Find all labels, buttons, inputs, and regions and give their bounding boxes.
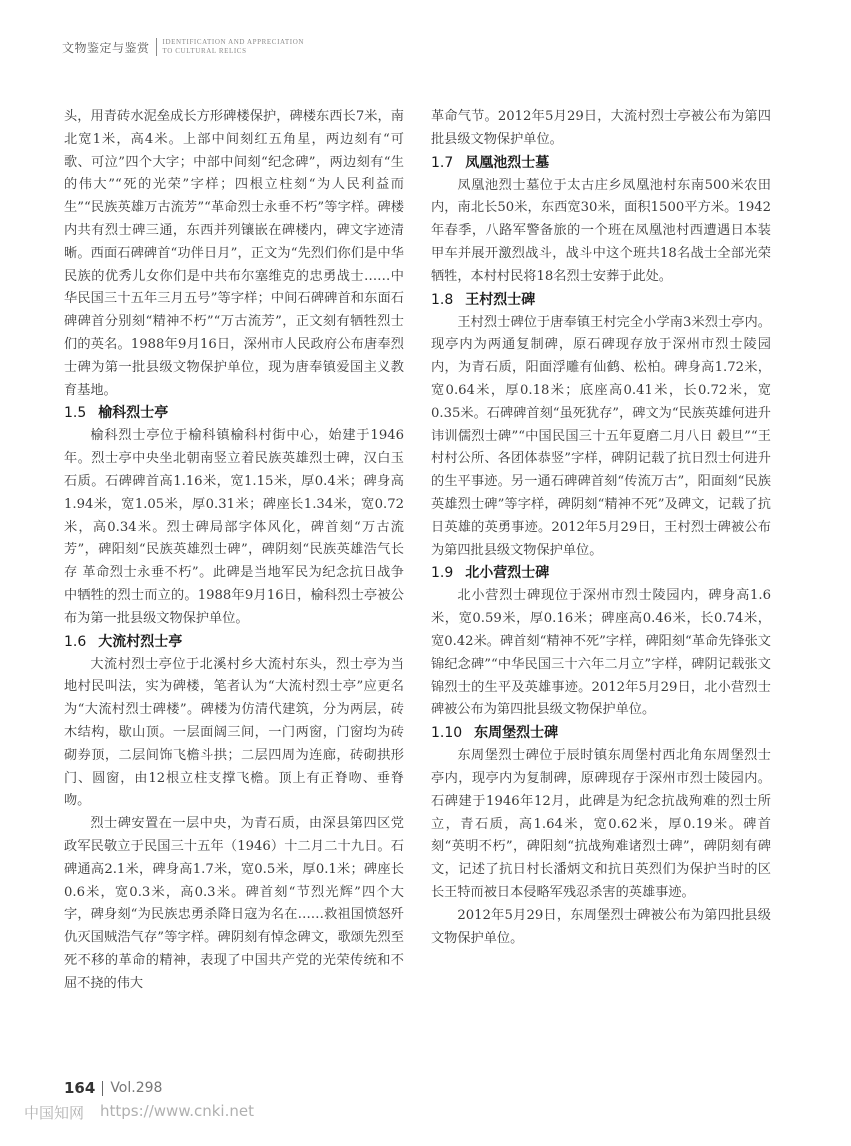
paragraph: 东周堡烈士碑位于辰时镇东周堡村西北角东周堡烈士亭内，现亭内为复制碑，原碑现存于深州市烈士陵园内。石碑建于1946年12月，此碑是为纪念抗战殉难的烈士所立，青石质，高1.64米，宽0.62米，厚0.19米。碑首刻“英明不朽”，碑阳刻“抗战殉难诸烈士碑”，碑阴刻有碑文，记述了抗日村长潘炳文和抗日英烈们为保护当时的区长王特而被日本侵略军残忍杀害的英雄事迹。	[431, 748, 771, 900]
paragraph: 2012年5月29日，东周堡烈士碑被公布为第四批县级文物保护单位。	[431, 907, 771, 946]
journal-title: 文物鉴定与鉴赏	[62, 40, 150, 55]
section-heading-1-9	[431, 562, 771, 585]
section-number: 1.5	[64, 405, 87, 422]
journal-title-en-line2: TO CULTURAL RELICS	[162, 47, 247, 55]
volume-label: Vol.298	[110, 1080, 163, 1096]
running-header	[62, 38, 304, 56]
footer-divider	[102, 1081, 103, 1096]
section-heading-1-6	[64, 631, 404, 654]
section-title: 大流村烈士亭	[98, 633, 183, 650]
section-number: 1.8	[431, 291, 454, 308]
section-title: 榆科烈士亭	[98, 405, 169, 422]
paragraph: 王村烈士碑位于唐奉镇王村完全小学南3米烈士亭内。现亭内为两通复制碑，原石碑现存放于深州市烈士陵园内，为青石质，阳面浮雕有仙鹤、松柏。碑身高1.72米，宽0.64米，厚0.18米；底座高0.41米，长0.72米，宽0.35米。石碑碑首刻“虽死犹存”，碑文为“民族英雄何进升讳训儒烈士碑”“中国民国三十五年夏磨二月八日 毂旦”“王村村公所、各团体恭竖”字样，碑阴记载了抗日烈士何进升的生平事迹。另一通石碑碑首刻“传流万古”，阳面刻“民族英雄烈士碑”等字样，碑阴刻“精神不死”及碑文，记载了抗日英雄的英勇事迹。2012年5月29日，王村烈士碑被公布为第四批县级文物保护单位。	[431, 314, 771, 558]
section-title: 王村烈士碑	[465, 291, 536, 308]
paragraph: 榆科烈士亭位于榆科镇榆科村街中心，始建于1946年。烈士亭中央坐北朝南竖立着民族英雄烈士碑，汉白玉石质。石碑碑首高1.16米，宽1.15米，厚0.4米；碑身高1.94米，宽1.05米，厚0.31米；碑座长1.34米，宽0.72米，高0.34米。烈士碑局部字体风化，碑首刻“万古流芳”，碑阳刻“民族英雄烈士碑”，碑阴刻“民族英雄浩气长存 革命烈士永垂不朽”。此碑是当地军民为纪念抗日战争中牺牲的烈士而立的。1988年9月16日，榆科烈士亭被公布为第一批县级文物保护单位。	[64, 428, 404, 626]
page-number: 164	[64, 1079, 96, 1097]
right-column	[431, 106, 771, 950]
journal-title-en	[163, 38, 305, 56]
header-divider	[156, 38, 157, 56]
section-number: 1.10	[431, 725, 463, 742]
paragraph: 北小营烈士碑现位于深州市烈士陵园内，碑身高1.6米，宽0.59米，厚0.16米；碑座高0.46米，长0.74米，宽0.42米。碑首刻“精神不死”字样，碑阳刻“革命先锋张文锦纪念碑”“中华民国三十六年二月立”字样，碑阴记载张文锦烈士的生平及英雄事迹。2012年5月29日，北小营烈士碑被公布为第四批县级文物保护单位。	[431, 588, 771, 718]
journal-title-en-line1: IDENTIFICATION AND APPRECIATION	[162, 38, 305, 46]
section-heading-1-7	[431, 152, 771, 175]
watermark-brand: 中国知网	[24, 1104, 85, 1122]
page-footer	[64, 1079, 162, 1097]
watermark	[24, 1102, 254, 1123]
section-title: 东周堡烈士碑	[474, 725, 559, 742]
section-number: 1.9	[431, 565, 454, 582]
paragraph: 大流村烈士亭位于北溪村乡大流村东头，烈士亭为当地村民叫法，实为碑楼，笔者认为“大流村烈士亭”应更名为“大流村烈士碑楼”。碑楼为仿清代建筑，分为两层，砖木结构，歇山顶。一层面阔三间，一门两窗，门窗均为砖砌券顶，二层间饰飞檐斗拱；二层四周为连廊，砖砌拱形门、圆窗，由12根立柱支撑飞檐。顶上有正脊吻、垂脊吻。	[64, 656, 404, 809]
paragraph: 烈士碑安置在一层中央，为青石质，由深县第四区党政军民敬立于民国三十五年（1946）十二月二十九日。石碑通高2.1米，碑身高1.7米，宽0.5米，厚0.1米；碑座长0.6米，宽0.3米，高0.3米。碑首刻“节烈光辉”四个大字，碑身刻“为民族忠勇杀降日寇为名在……救祖国愤怒歼仇灭国贼浩气存”等字样。碑阴刻有悼念碑文，歌颂先烈至死不移的革命的精神，表现了中国共产党的光荣传统和不屈不挠的伟大	[64, 816, 404, 991]
section-heading-1-10	[431, 722, 771, 745]
section-title: 北小营烈士碑	[465, 565, 550, 582]
section-number: 1.7	[431, 154, 454, 171]
section-title: 凤凰池烈士墓	[465, 154, 550, 171]
watermark-url: https://www.cnki.net	[100, 1102, 254, 1120]
paragraph: 凤凰池烈士墓位于太古庄乡凤凰池村东南500米农田内，南北长50米，东西宽30米，面积1500平方米。1942年春季，八路军警备旅的一个班在凤凰池村西遭遇日本装甲车并展开激烈战斗，战斗中这个班共18名战士全部光荣牺牲，本村村民将18名烈士安葬于此处。	[431, 177, 771, 284]
paragraph: 头，用青砖水泥垒成长方形碑楼保护，碑楼东西长7米，南北宽1米，高4米。上部中间刻红五角星，两边刻有“可歌、可泣”四个大字；中部中间刻“纪念碑”，两边刻有“生的伟大”“死的光荣”字样；四根立柱刻“为人民利益而生”“民族英雄万古流芳”“革命烈士永垂不朽”等字样。碑楼内共有烈士碑三通，东西并列镶嵌在碑楼内，碑文字迹清晰。西面石碑碑首“功伴日月”，正文为“先烈们你们是中华民族的优秀儿女你们是中共布尔塞维克的忠勇战士……中华民国三十五年三月五号”等字样；中间石碑碑首和东面石碑碑首分别刻“精神不朽”“万古流芳”，正文刻有牺牲烈士们的英名。1988年9月16日，深州市人民政府公布唐奉烈士碑为第一批县级文物保护单位，现为唐奉镇爱国主义教育基地。	[64, 109, 404, 398]
section-number: 1.6	[64, 633, 87, 650]
left-column	[64, 106, 404, 995]
section-heading-1-5	[64, 402, 404, 425]
section-heading-1-8	[431, 289, 771, 312]
paragraph: 革命气节。2012年5月29日，大流村烈士亭被公布为第四批县级文物保护单位。	[431, 109, 771, 147]
